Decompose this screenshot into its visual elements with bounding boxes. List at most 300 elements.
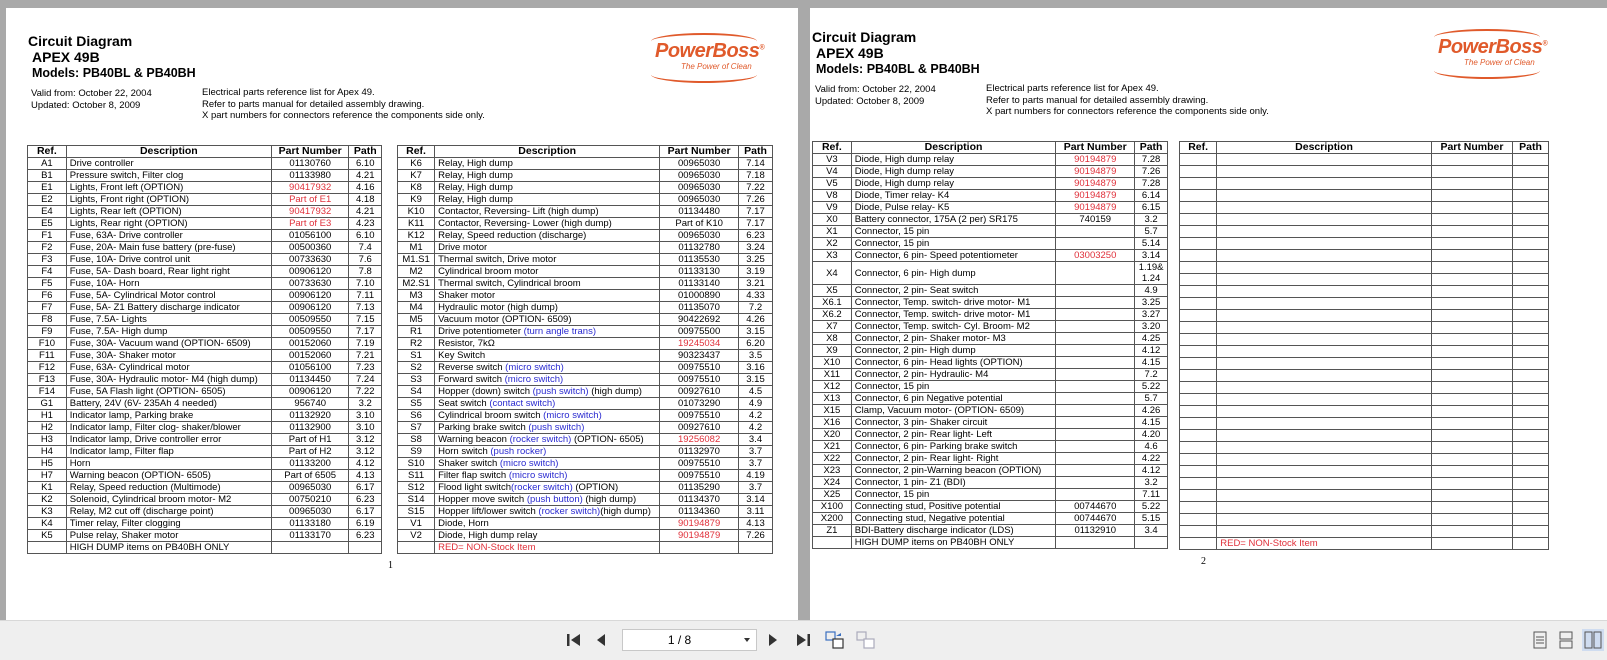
table-header-row <box>813 142 1168 154</box>
ref-cell: A1 <box>28 158 67 170</box>
path-cell: 4.2 <box>739 422 773 434</box>
path-cell: 4.13 <box>739 518 773 530</box>
part-number-cell: 00965030 <box>660 182 739 194</box>
ref-cell: R2 <box>398 338 435 350</box>
table-row <box>813 501 1168 513</box>
path-cell: 3.7 <box>739 482 773 494</box>
path-cell: 3.14 <box>1135 250 1168 262</box>
doc-dates <box>31 88 152 111</box>
part-number-cell: 01133980 <box>271 170 349 182</box>
description-cell <box>66 434 271 446</box>
table-row <box>813 429 1168 441</box>
description-text: Fuse, 5A- Dash board, Rear light right <box>69 266 230 277</box>
ref-cell: X0 <box>813 214 852 226</box>
description-cell <box>435 434 660 446</box>
ref-cell: H4 <box>28 446 67 458</box>
description-text: Diode, Horn <box>438 518 489 529</box>
description-text: Warning beacon (OPTION- 6505) <box>69 470 211 481</box>
ref-cell <box>1180 418 1217 430</box>
path-cell: 7.14 <box>739 158 773 170</box>
table-footer-row <box>28 542 382 554</box>
continuous-view-icon <box>1559 631 1573 649</box>
table-row-empty <box>1180 490 1549 502</box>
ref-cell: F14 <box>28 386 67 398</box>
ref-cell: S1 <box>398 350 435 362</box>
table-row <box>28 482 382 494</box>
ref-cell: S9 <box>398 446 435 458</box>
part-number-cell <box>1431 202 1512 214</box>
part-number-cell: 00975510 <box>660 458 739 470</box>
ref-cell <box>1180 430 1217 442</box>
description-cell <box>851 166 1055 178</box>
powerboss-logo <box>1434 27 1548 77</box>
table-row <box>28 218 382 230</box>
facing-pages-view-icon <box>1584 631 1602 649</box>
path-cell: 4.12 <box>1135 345 1168 357</box>
path-cell: 4.20 <box>1135 429 1168 441</box>
ref-cell: V5 <box>813 178 852 190</box>
note-line: Electrical parts reference list for Apex 49. <box>986 83 1159 94</box>
description-cell <box>851 489 1055 501</box>
part-number-cell <box>1056 321 1135 333</box>
path-cell: 4.5 <box>739 386 773 398</box>
path-cell: 4.2 <box>739 410 773 422</box>
description-text: Filter flap switch <box>438 470 509 481</box>
valid-from: Valid from: October 22, 2004 <box>31 88 152 99</box>
ref-cell: X12 <box>813 381 852 393</box>
table-row <box>28 398 382 410</box>
table-row-empty <box>1180 406 1549 418</box>
ref-cell: X20 <box>813 429 852 441</box>
page-number: 1 <box>388 560 393 571</box>
note-line: X part numbers for connectors reference the components side only. <box>986 106 1269 117</box>
table-row <box>28 230 382 242</box>
description-cell <box>851 501 1055 513</box>
column-header-description: Description <box>435 146 660 158</box>
table-row-empty <box>1180 250 1549 262</box>
description-text: Diode, Pulse relay- K5 <box>854 202 950 213</box>
ref-cell <box>1180 394 1217 406</box>
path-cell: 3.10 <box>349 422 382 434</box>
description-cell <box>851 453 1055 465</box>
description-text: Relay, High dump <box>438 170 513 181</box>
table-row-empty <box>1180 442 1549 454</box>
part-number-cell <box>1056 357 1135 369</box>
last-page-icon <box>795 633 811 647</box>
path-cell: 7.18 <box>739 170 773 182</box>
column-header-part-number: Part Number <box>1056 142 1135 154</box>
path-cell <box>1513 358 1549 370</box>
table-row <box>398 338 773 350</box>
path-cell: 7.17 <box>349 326 382 338</box>
path-cell: 4.21 <box>349 170 382 182</box>
table-row-empty <box>1180 166 1549 178</box>
note-line: X part numbers for connectors reference the components side only. <box>202 110 485 121</box>
table-row-empty <box>1180 238 1549 250</box>
description-cell <box>851 202 1055 214</box>
ref-cell: X15 <box>813 405 852 417</box>
page-swap-back-button[interactable] <box>855 629 877 651</box>
ref-cell <box>1180 490 1217 502</box>
description-text: Connector, 6 pin- Head lights (OPTION) <box>854 357 1023 368</box>
description-text: Fuse, 63A- Drive controller <box>69 230 183 241</box>
description-cell <box>1217 214 1432 226</box>
part-number-cell: 01134360 <box>660 506 739 518</box>
description-text: Lights, Front left (OPTION) <box>69 182 184 193</box>
ref-cell: S6 <box>398 410 435 422</box>
part-number-cell <box>1056 285 1135 297</box>
ref-cell <box>1180 214 1217 226</box>
part-number-cell <box>1431 442 1512 454</box>
part-number-cell: 00975510 <box>660 374 739 386</box>
table-row <box>398 218 773 230</box>
description-text: Solenoid, Cylindrical broom motor- M2 <box>69 494 232 505</box>
description-cell <box>1217 526 1432 538</box>
description-cell <box>66 206 271 218</box>
part-number-cell: 00152060 <box>271 338 349 350</box>
high-dump-note: HIGH DUMP items on PB40BH ONLY <box>851 537 1055 549</box>
description-cell <box>66 218 271 230</box>
part-number-cell <box>1056 226 1135 238</box>
component-type-text: (push switch) <box>532 386 589 397</box>
path-cell <box>1513 226 1549 238</box>
part-number-cell <box>1431 190 1512 202</box>
path-cell: 7.11 <box>1135 489 1168 501</box>
next-page-button[interactable] <box>764 629 782 651</box>
description-text: Connector, 15 pin <box>854 226 930 237</box>
path-cell: 3.12 <box>349 434 382 446</box>
path-cell: 5.7 <box>1135 226 1168 238</box>
table-row <box>398 278 773 290</box>
updated-date: Updated: October 8, 2009 <box>815 95 925 107</box>
part-number-cell <box>1431 178 1512 190</box>
table-row <box>28 494 382 506</box>
path-cell: 7.28 <box>1135 154 1168 166</box>
description-cell <box>66 422 271 434</box>
path-cell <box>1513 370 1549 382</box>
ref-cell: X8 <box>813 333 852 345</box>
path-cell: 7.10 <box>349 278 382 290</box>
table-row-empty <box>1180 430 1549 442</box>
description-text: Connector, 2 pin- Hydraulic- M4 <box>854 369 989 380</box>
page-number-select[interactable] <box>622 629 757 651</box>
description-text: Relay, M2 cut off (discharge point) <box>69 506 214 517</box>
description-cell <box>435 470 660 482</box>
table-row <box>28 290 382 302</box>
column-header-path: Path <box>1135 142 1168 154</box>
ref-cell <box>1180 334 1217 346</box>
ref-cell: X7 <box>813 321 852 333</box>
column-header-path: Path <box>1513 142 1549 154</box>
description-text: Indicator lamp, Filter flap <box>69 446 174 457</box>
component-type-text: (push switch) <box>528 422 585 433</box>
ref-cell <box>1180 190 1217 202</box>
description-cell <box>1217 334 1432 346</box>
path-cell: 7.2 <box>1135 369 1168 381</box>
ref-cell: E1 <box>28 182 67 194</box>
table-row <box>813 405 1168 417</box>
part-number-cell <box>1431 394 1512 406</box>
next-page-icon <box>768 633 778 647</box>
ref-cell: M3 <box>398 290 435 302</box>
description-cell <box>1217 406 1432 418</box>
description-cell <box>66 470 271 482</box>
table-row-empty <box>1180 502 1549 514</box>
description-cell <box>66 494 271 506</box>
doc-title: Circuit Diagram <box>28 33 133 49</box>
description-text: Diode, High dump relay <box>854 166 955 177</box>
component-type-text: (micro switch) <box>508 470 568 481</box>
ref-cell <box>813 537 852 549</box>
part-number-cell: 90194879 <box>1056 154 1135 166</box>
description-text: Cylindrical broom motor <box>438 266 539 277</box>
description-cell <box>851 297 1055 309</box>
path-cell <box>1513 334 1549 346</box>
part-number-cell <box>1431 478 1512 490</box>
first-page-button[interactable] <box>563 629 585 651</box>
part-number-cell <box>1431 382 1512 394</box>
path-cell: 4.25 <box>1135 333 1168 345</box>
part-number-cell <box>1056 381 1135 393</box>
description-text: Drive potentiometer <box>438 326 524 337</box>
description-text: Resistor, 7kΩ <box>438 338 495 349</box>
ref-cell: G1 <box>28 398 67 410</box>
description-text: Connector, Temp. switch- Cyl. Broom- M2 <box>854 321 1030 332</box>
component-type-text: (micro switch) <box>499 458 559 469</box>
path-cell: 3.7 <box>739 458 773 470</box>
description-cell <box>1217 298 1432 310</box>
description-text: Connecting stud, Positive potential <box>854 501 1001 512</box>
part-number-cell: 90417932 <box>271 206 349 218</box>
table-row <box>813 489 1168 501</box>
ref-cell: K8 <box>398 182 435 194</box>
path-cell <box>1135 537 1168 549</box>
part-number-cell: 90194879 <box>660 518 739 530</box>
path-cell <box>1513 166 1549 178</box>
part-number-cell: 01073290 <box>660 398 739 410</box>
parts-table-page2-right <box>1179 141 1549 550</box>
rotate-view-button[interactable] <box>824 629 846 651</box>
part-number-cell: 956740 <box>271 398 349 410</box>
component-type-text: (rocker switch) <box>510 482 573 493</box>
table-row <box>28 194 382 206</box>
table-row-empty <box>1180 298 1549 310</box>
description-text: Hydraulic motor (high dump) <box>438 302 558 313</box>
part-number-cell <box>1431 346 1512 358</box>
part-number-cell: 01132900 <box>271 422 349 434</box>
part-number-cell <box>1431 322 1512 334</box>
part-number-cell <box>1431 298 1512 310</box>
description-cell <box>1217 478 1432 490</box>
description-text: Connector, 15 pin <box>854 381 930 392</box>
description-text: Connector, 2 pin- High dump <box>854 345 976 356</box>
high-dump-note: HIGH DUMP items on PB40BH ONLY <box>66 542 271 554</box>
continuous-view-button[interactable] <box>1556 629 1576 651</box>
ref-cell <box>1180 442 1217 454</box>
description-text: Connector, 2 pin-Warning beacon (OPTION) <box>854 465 1042 476</box>
description-text: Fuse, 7.5A- High dump <box>69 326 168 337</box>
part-number-cell <box>1431 358 1512 370</box>
ref-cell: X23 <box>813 465 852 477</box>
table-header-row <box>1180 142 1549 154</box>
part-number-cell: 01134480 <box>660 206 739 218</box>
description-text: Fuse, 7.5A- Lights <box>69 314 147 325</box>
component-type-text: (micro switch) <box>543 410 602 421</box>
description-text: Connector, 15 pin <box>854 489 930 500</box>
facing-pages-view-button[interactable] <box>1582 629 1604 651</box>
part-number-cell <box>1431 502 1512 514</box>
description-cell <box>435 398 660 410</box>
path-cell: 3.27 <box>1135 309 1168 321</box>
description-cell <box>66 242 271 254</box>
ref-cell: K12 <box>398 230 435 242</box>
table-footer-row <box>813 537 1168 549</box>
table-row-empty <box>1180 154 1549 166</box>
last-page-button[interactable] <box>792 629 814 651</box>
table-row-empty <box>1180 334 1549 346</box>
description-cell <box>66 362 271 374</box>
parts-table-page2-left <box>812 141 1168 549</box>
description-text: Thermal switch, Drive motor <box>438 254 557 265</box>
table-row <box>28 470 382 482</box>
table-row <box>398 530 773 542</box>
description-cell <box>851 369 1055 381</box>
ref-cell: H2 <box>28 422 67 434</box>
part-number-cell <box>1056 429 1135 441</box>
description-text: Hopper lift/lower switch <box>438 506 539 517</box>
path-cell: 3.25 <box>1135 297 1168 309</box>
part-number-cell <box>1056 405 1135 417</box>
table-row <box>28 170 382 182</box>
description-cell <box>66 386 271 398</box>
component-type-text: (turn angle trans) <box>523 326 596 337</box>
path-cell: 4.15 <box>1135 357 1168 369</box>
description-cell <box>1217 262 1432 274</box>
table-row <box>813 441 1168 453</box>
table-row <box>813 525 1168 537</box>
path-cell <box>349 542 382 554</box>
path-cell: 3.25 <box>739 254 773 266</box>
description-cell <box>435 326 660 338</box>
ref-cell: S4 <box>398 386 435 398</box>
table-footer-row <box>1180 538 1549 550</box>
part-number-cell <box>1431 466 1512 478</box>
column-header-path: Path <box>349 146 382 158</box>
table-row <box>28 350 382 362</box>
ref-cell <box>1180 274 1217 286</box>
path-cell: 6.23 <box>349 530 382 542</box>
ref-cell: X6.2 <box>813 309 852 321</box>
part-number-cell: 90194879 <box>1056 202 1135 214</box>
ref-cell: X9 <box>813 345 852 357</box>
description-text: Vacuum motor (OPTION- 6509) <box>438 314 572 325</box>
path-cell: 3.15 <box>739 374 773 386</box>
description-cell <box>435 290 660 302</box>
description-cell <box>66 374 271 386</box>
description-cell <box>66 410 271 422</box>
description-text: Lights, Rear right (OPTION) <box>69 218 188 229</box>
table-row <box>28 326 382 338</box>
part-number-cell: 00965030 <box>660 230 739 242</box>
ref-cell: F4 <box>28 266 67 278</box>
column-header-ref: Ref. <box>28 146 67 158</box>
ref-cell: F6 <box>28 290 67 302</box>
description-text: Relay, Speed reduction (Multimode) <box>69 482 221 493</box>
description-suffix: (high dump) <box>600 506 651 517</box>
table-row-empty <box>1180 202 1549 214</box>
table-row-empty <box>1180 190 1549 202</box>
table-row <box>813 333 1168 345</box>
description-cell <box>66 158 271 170</box>
ref-cell: V2 <box>398 530 435 542</box>
description-cell <box>1217 178 1432 190</box>
table-row <box>813 477 1168 489</box>
path-line: 1.24 <box>1141 273 1161 284</box>
ref-cell: X3 <box>813 250 852 262</box>
part-number-cell: 01132910 <box>1056 525 1135 537</box>
part-number-cell <box>1056 417 1135 429</box>
single-page-view-button[interactable] <box>1530 629 1550 651</box>
description-cell <box>1217 310 1432 322</box>
ref-cell: X10 <box>813 357 852 369</box>
description-cell <box>851 333 1055 345</box>
ref-cell <box>1180 514 1217 526</box>
description-text: Cylindrical broom switch <box>438 410 544 421</box>
path-cell <box>1513 466 1549 478</box>
description-text: Relay, High dump <box>438 182 513 193</box>
path-cell: 7.11 <box>349 290 382 302</box>
table-row <box>28 158 382 170</box>
first-page-icon <box>566 633 582 647</box>
description-cell <box>66 194 271 206</box>
description-text: Fuse, 20A- Main fuse battery (pre-fuse) <box>69 242 236 253</box>
column-header-description: Description <box>66 146 271 158</box>
description-text: Indicator lamp, Parking brake <box>69 410 194 421</box>
ref-cell: V8 <box>813 190 852 202</box>
path-cell: 4.26 <box>739 314 773 326</box>
part-number-cell: 00733630 <box>271 278 349 290</box>
path-cell: 4.26 <box>1135 405 1168 417</box>
ref-cell: B1 <box>28 170 67 182</box>
description-cell <box>851 417 1055 429</box>
description-cell <box>1217 502 1432 514</box>
ref-cell: M5 <box>398 314 435 326</box>
ref-cell <box>1180 478 1217 490</box>
ref-cell: V3 <box>813 154 852 166</box>
logo-tagline: The Power of Clean <box>681 62 752 71</box>
description-cell <box>851 345 1055 357</box>
description-cell <box>66 302 271 314</box>
doc-models-subtitle: Models: PB40BL & PB40BH <box>32 66 196 80</box>
table-row <box>813 321 1168 333</box>
table-row <box>28 278 382 290</box>
description-text: Drive motor <box>438 242 488 253</box>
table-row <box>398 314 773 326</box>
path-cell <box>739 542 773 554</box>
description-text: Battery, 24V (6V- 235Ah 4 needed) <box>69 398 217 409</box>
description-cell <box>1217 166 1432 178</box>
description-cell <box>435 338 660 350</box>
ref-cell <box>1180 358 1217 370</box>
part-number-cell: 01133130 <box>660 266 739 278</box>
previous-page-button[interactable] <box>592 629 610 651</box>
description-text: Pressure switch, Filter clog <box>69 170 184 181</box>
ref-cell <box>1180 538 1217 550</box>
part-number-cell: 01132920 <box>271 410 349 422</box>
path-cell: 5.22 <box>1135 381 1168 393</box>
description-text: Fuse, 5A- Z1 Battery discharge indicator <box>69 302 240 313</box>
part-number-cell: Part of H2 <box>271 446 349 458</box>
